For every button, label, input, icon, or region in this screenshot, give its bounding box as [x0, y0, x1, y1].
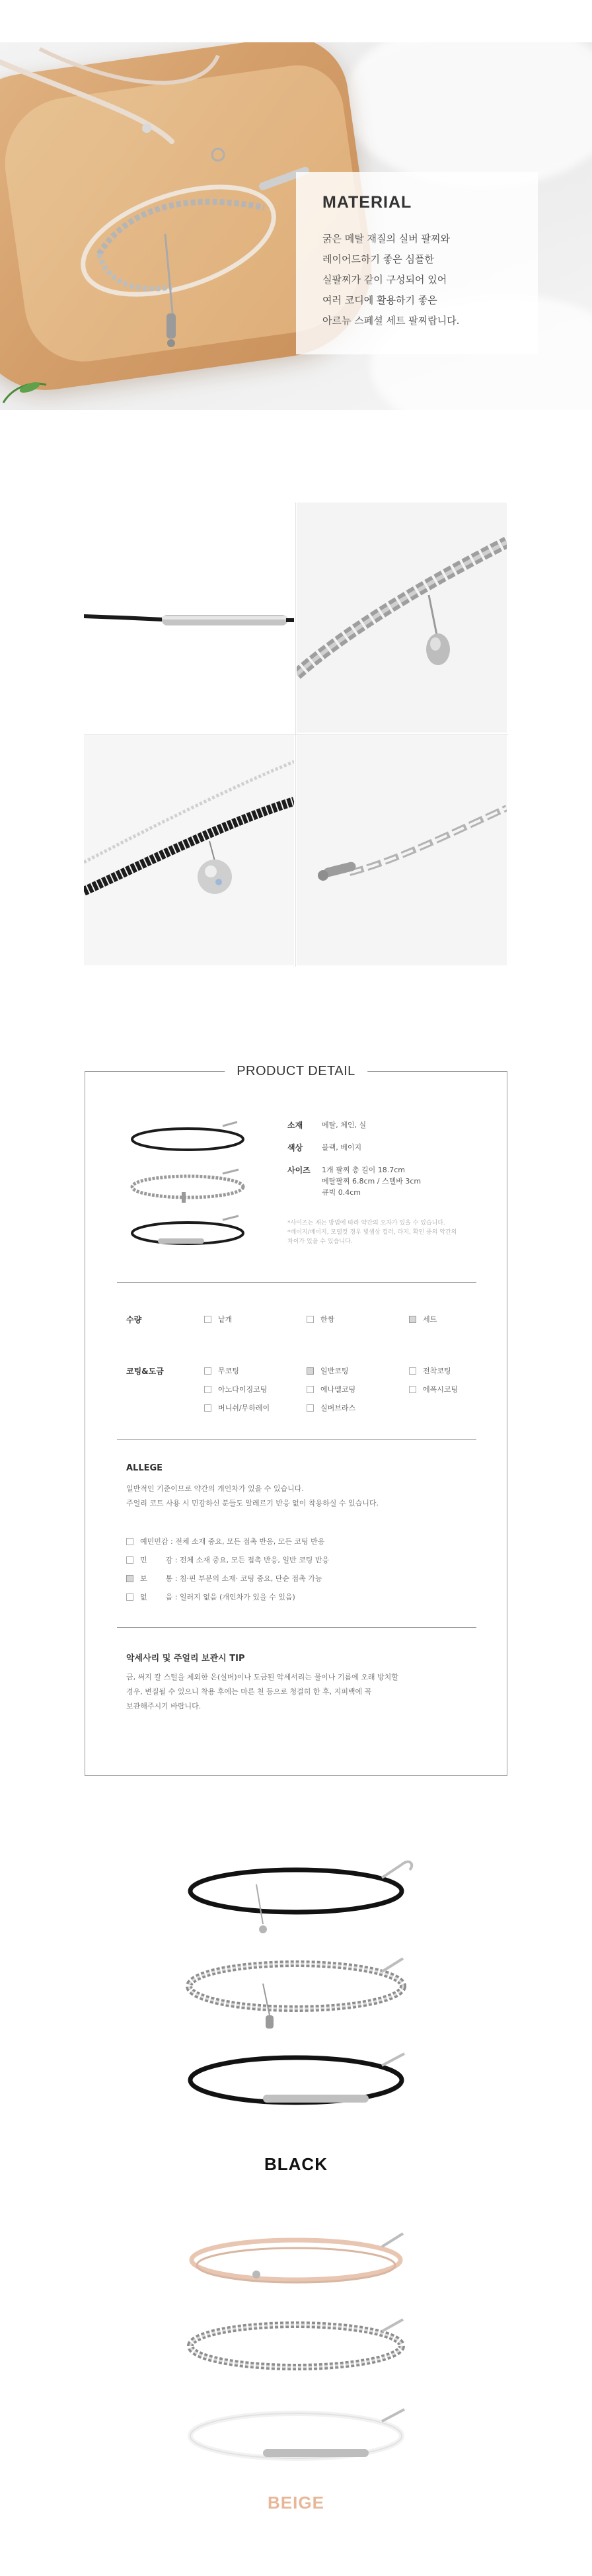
color-label-beige: BEIGE [268, 2493, 324, 2513]
detail-photo-grid [84, 503, 508, 967]
quantity-option: 세트 [409, 1314, 437, 1324]
section-divider [117, 1627, 476, 1628]
allege-level: 민 감 : 전체 소재 중요, 모든 접촉 반응, 일반 코팅 반응 [126, 1554, 329, 1565]
material-line: 굵은 메탈 재질의 실버 팔찌와 [322, 233, 450, 245]
note-line: *사이즈는 재는 방법에 따라 약간의 오차가 있을 수 있습니다. [287, 1220, 445, 1227]
grid-divider [295, 503, 296, 967]
photo-extension-chain-clasp [297, 735, 507, 965]
tip-line: 경우, 변질될 수 있으니 착용 후에는 마른 천 등으로 청결히 한 후, 지퍼백에 꼭 [126, 1687, 372, 1696]
black-set-photo [164, 1845, 428, 2136]
checkbox-checked [307, 1367, 314, 1375]
photo-bead-chain-braided-cord [84, 735, 294, 965]
coating-option: 에폭시코팅 [409, 1384, 458, 1394]
checkbox [409, 1386, 416, 1393]
checkbox [307, 1316, 314, 1323]
note-line: 차이가 있을 수 있습니다. [287, 1238, 353, 1245]
allege-level: 예민민감 : 전체 소재 중요, 모든 접촉 반응, 모든 코팅 반응 [126, 1536, 324, 1547]
material-line: 여러 코디에 활용하기 좋은 [322, 294, 437, 306]
allege-desc-line: 일반적인 기준이므로 약간의 개인차가 있을 수 있습니다. [126, 1484, 304, 1493]
checkbox [409, 1367, 416, 1375]
storage-tip-text [126, 1670, 398, 1714]
material-title: MATERIAL [322, 193, 412, 212]
section-divider [117, 1282, 476, 1283]
coating-option: 전착코팅 [409, 1365, 451, 1376]
product-thumbnail [125, 1113, 250, 1252]
coating-option: 버니쉬/무하레이 [204, 1402, 270, 1413]
spec-value-line: 큐빅 0.4cm [322, 1188, 361, 1197]
material-line: 아르뉴 스페셜 세트 팔찌랍니다. [322, 315, 460, 327]
spec-value-line: 1개 팔찌 총 길이 18.7cm [322, 1166, 405, 1174]
checkbox [204, 1386, 211, 1393]
spec-value: 블랙, 베이지 [322, 1143, 362, 1152]
spec-key: 소재 [287, 1121, 303, 1130]
beige-set-photo [164, 2214, 428, 2485]
spec-key: 사이즈 [287, 1166, 311, 1175]
photo-black-cord-bar [84, 503, 294, 733]
checkbox-checked [409, 1316, 416, 1323]
material-line: 실팔찌가 같이 구성되어 있어 [322, 274, 447, 286]
spec-key: 색상 [287, 1143, 303, 1152]
spec-color [287, 1142, 361, 1153]
coating-option: 일반코팅 [307, 1365, 349, 1376]
spec-material [287, 1119, 366, 1131]
allege-level: 없 음 : 일러지 없음 (개인차가 있을 수 있음) [126, 1591, 295, 1602]
spec-value-line: 메탈팔찌 6.8cm / 스텔바 3cm [322, 1177, 422, 1186]
coating-option: 아노다이징코팅 [204, 1384, 267, 1394]
checkbox-checked [126, 1575, 133, 1582]
checkbox [204, 1367, 211, 1375]
material-line: 레이어드하기 좋은 심플한 [322, 253, 434, 265]
coating-label: 코팅&도금 [126, 1367, 164, 1376]
allege-level: 보 통 : 침·핀 부분의 소재· 코팅 중요, 단순 접촉 가능 [126, 1573, 322, 1584]
checkbox [204, 1316, 211, 1323]
allege-desc-line: 주얼리 코트 사용 시 민감하신 분들도 알레르기 반응 없이 착용하실 수 있습니다. [126, 1499, 379, 1508]
storage-tip-title: 악세사리 및 주얼리 보관시 TIP [126, 1654, 245, 1664]
checkbox [204, 1404, 211, 1412]
leaf-decoration [0, 373, 59, 406]
checkbox [126, 1538, 133, 1545]
material-info-box [296, 172, 538, 354]
tip-line: 금, 써지 칼 스털을 제외한 은(실버)이나 도금된 악세서리는 물이나 기름에 오래 방치할 [126, 1673, 398, 1681]
size-note [287, 1219, 486, 1246]
coating-option: 무코팅 [204, 1365, 239, 1376]
section-divider [117, 1439, 476, 1440]
product-detail-box [85, 1064, 507, 1776]
material-description [322, 229, 521, 331]
photo-curb-chain-charm [297, 503, 507, 733]
spec-value: 메탈, 체인, 실 [322, 1121, 367, 1129]
checkbox [126, 1556, 133, 1564]
quantity-option: 낱개 [204, 1314, 232, 1324]
allege-title: ALLEGE [126, 1463, 163, 1473]
coating-option: 에나멜코팅 [307, 1384, 355, 1394]
hero-banner [0, 42, 592, 410]
note-line: *베이지/베이지, 모델컷 경우 빛샘상 컬러, 라지, 확인 중의 약간의 [287, 1229, 457, 1236]
coating-option: 실버브라스 [307, 1402, 355, 1413]
color-label-black: BLACK [264, 2154, 328, 2174]
checkbox [307, 1386, 314, 1393]
checkbox [307, 1404, 314, 1412]
grid-divider [84, 734, 508, 735]
product-detail-title: PRODUCT DETAIL [225, 1064, 367, 1079]
allege-description [126, 1482, 379, 1511]
spec-size [287, 1164, 421, 1198]
checkbox [126, 1593, 133, 1601]
quantity-option: 한쌍 [307, 1314, 334, 1324]
tip-line: 보관해주시기 바랍니다. [126, 1702, 202, 1711]
quantity-label: 수량 [126, 1315, 142, 1324]
